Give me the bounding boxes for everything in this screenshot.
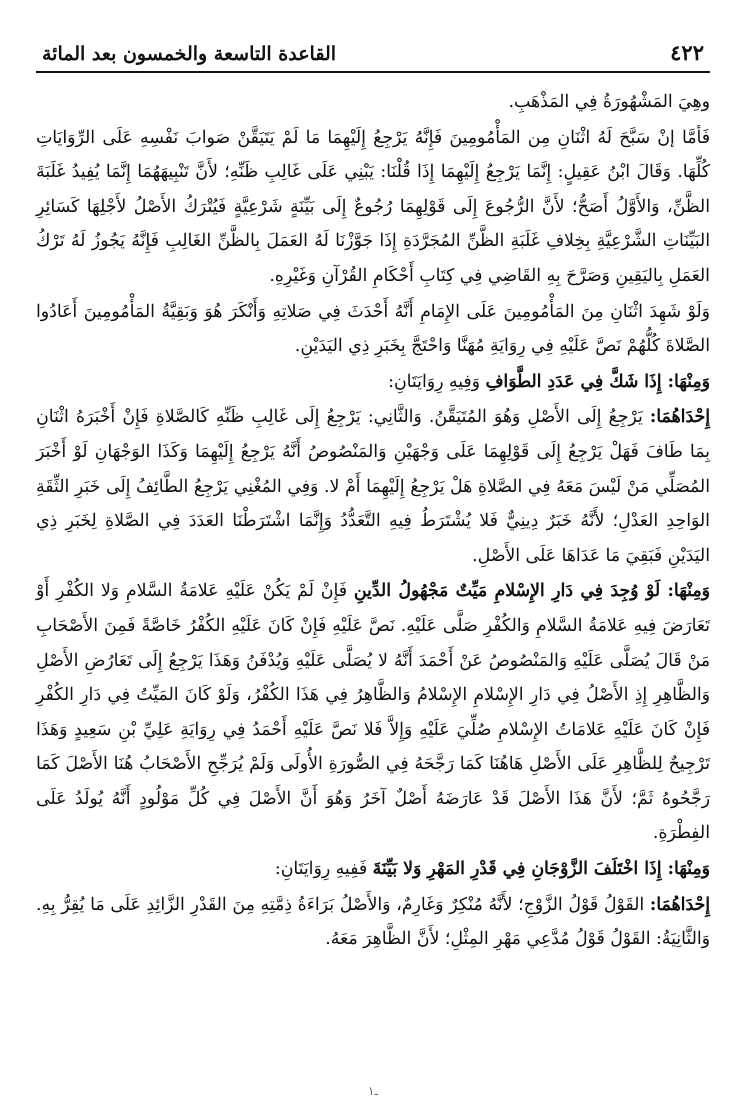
paragraph-lead: وَمِنْهَا: إِذَا اخْتَلَفَ الزَّوْجَانِ فِي قَدْرِ المَهْرِ وَلا بَيِّنَةَ — [372, 859, 710, 880]
paragraph — [36, 121, 710, 294]
paragraph-lead: إِحْدَاهُمَا: — [649, 407, 710, 428]
text-body — [36, 85, 710, 957]
paragraph-text: وهِيَ المَشْهُورَةُ فِي المَذْهَبِ. — [508, 92, 710, 112]
paragraph-text: وَفِيهِ رِوَايَتَانِ: — [388, 371, 486, 392]
page-number: ٤٢٢ — [670, 40, 704, 65]
footer-mark: ـ١ — [368, 1084, 378, 1098]
paragraph-text: القَوْلُ قَوْلُ الزَّوْجِ؛ لأَنَّهُ مُنْكِرٌ وَغَارِمٌ، وَالأَصْلُ بَرَاءَةُ ذِمَّتِهِ مِنَ القَدْرِ الزَّائِدِ عَلَى مَا يُقِرُّ بِهِ. وَالثَّانِيَةُ: القَوْلُ قَوْلُ مُدَّعِي مَهْرِ المِثْلِ؛ لأَنَّ الظَّاهِرَ مَعَهُ. — [36, 894, 710, 950]
running-title: القاعدة التاسعة والخمسون بعد المائة — [42, 43, 337, 65]
paragraph — [36, 574, 710, 851]
paragraph-text: وَلَوْ شَهِدَ اثْنَانِ مِنَ المَأْمُومِينَ عَلَى الإِمَامِ أَنَّهُ أَحْدَثَ فِي صَلاتِهِ وَأَنْكَرَ هُوَ وَبَقِيَّةُ المَأْمُومِينَ أَعَادُوا الصَّلاةَ كُلُّهُمْ نَصَّ عَلَيْهِ فِي رِوَايَةِ مُهَنَّا وَاحْتَجَّ بِخَبَرِ ذِي اليَدَيْنِ. — [36, 301, 710, 357]
paragraph — [36, 888, 710, 957]
paragraph-lead: وَمِنْهَا: لَوْ وُجِدَ فِي دَارِ الإِسْلامِ مَيِّتٌ مَجْهُولُ الدِّينِ — [353, 581, 710, 602]
paragraph — [36, 400, 710, 573]
paragraph-text: فَفِيهِ رِوَايَتَانِ: — [274, 859, 373, 880]
paragraph-lead: وَمِنْهَا: إِذَا شَكَّ فِي عَدَدِ الطَّوَافِ — [485, 371, 710, 392]
paragraph — [36, 295, 710, 364]
paragraph-text: فَإِنْ لَمْ يَكُنْ عَلَيْهِ عَلامَةُ السَّلامِ وَلا الكُفْرِ أَوْ تَعَارَضَ فِيهِ عَلامَةُ السَّلامِ وَالكُفْرِ صَلَّى عَلَيْهِ. نَصَّ عَلَيْهِ فَإِنْ كَانَ عَلَيْهِ الكُفْرُ خَاصَّةً فَمِنَ الأَصْحَابِ مَنْ قَالَ يُصَلَّى عَلَيْهِ وَالمَنْصُوصُ عَنْ أَحْمَدَ أَنَّهُ لا يُصَلَّى عَلَيْهِ وَيُدْفَنُ وَهَذَا يَرْجِعُ إِلَى تَعَارُضِ الأَصْلِ وَالظَّاهِرِ إِذِ الأَصْلُ فِي دَارِ الإِسْلامِ الإِسْلامُ وَالظَّاهِرُ فِي هَذَا الكُفْرُ، وَلَوْ كَانَ المَيِّتُ فِي دَارِ الكُفْرِ فَإِنْ كَانَ عَلَيْهِ عَلامَاتُ الإِسْلامِ صُلِّيَ عَلَيْهِ وَإِلاَّ فَلا نَصَّ عَلَيْهِ أَحْمَدُ فِي رِوَايَةِ عَلِيِّ بْنِ سَعِيدٍ وَهَذَا تَرْجِيحٌ لِلظَّاهِرِ عَلَى الأَصْلِ هَاهُنَا كَمَا رَجَّحَهُ فِي الصُّورَةِ الأُولَى وَلَمْ يُرَجِّحِ الأَصْحَابُ هُنَا الأَصْلَ كَمَا رَجَّحُوهُ ثَمَّ؛ لأَنَّ هَذَا الأَصْلَ قَدْ عَارَضَهُ أَصْلٌ آخَرُ وَهُوَ أَنَّ الأَصْلَ فِي كُلِّ مَوْلُودٍ أَنَّهُ يُولَدُ عَلَى الفِطْرَةِ. — [36, 581, 710, 844]
paragraph — [36, 365, 710, 400]
paragraph — [36, 852, 710, 887]
paragraph-lead: إِحْدَاهُمَا: — [649, 894, 710, 915]
paragraph — [36, 85, 710, 120]
paragraph-text: فَأمَّا إنْ سَبَّحَ لَهُ اثْنَانِ مِن المَأْمُومِينَ فَإِنَّهُ يَرْجِعُ إِلَيْهِمَا مَا لَمْ يَتَيَقَّنْ صَوابَ نَفْسِهِ عَلَى الرِّوَايَاتِ كُلِّهَا. وَقَالَ ابْنُ عَقِيلٍ: إِنَّمَا يَرْجِعُ إِلَيْهِمَا إِذَا قُلْنَا: يَبْنِي عَلَى غَالِبِ ظَنِّهِ؛ لأَنَّ تَنْبِيهَهُمَا إِنَّمَا يُفِيدُ غَلَبَةَ الظَّنِّ، وَالأَوَّلُ أَصَحُّ؛ لأَنَّ الرُّجُوعَ إِلَى قَوْلِهِمَا رُجُوعٌ إِلَى بَيِّنَةٍ شَرْعِيَّةٍ فَيُتْرَكُ الأَصْلُ لأَجْلِهَا كَسَائِرِ البَيِّنَاتِ الشَّرْعِيَّةِ بِخِلافِ غَلَبَةِ الظَّنِّ المُجَرَّدَةِ إِذَا جَوَّزْنَا لَهُ العَمَلَ بِالظَّنِّ الغَالِبِ فَإِنَّهُ يَجُوزُ لَهُ تَرْكُ العَمَلِ بِاليَقِينِ وَصَرَّحَ بِهِ القَاضِي فِي كِتَابِ أَحْكَامِ القُرْآنِ وَغَيْرِهِ. — [36, 127, 710, 286]
page-header — [36, 40, 710, 73]
paragraph-text: يَرْجِعُ إِلَى الأَصْلِ وَهُوَ المُتَيَقَّنُ. وَالثَّانِي: يَرْجِعُ إِلَى غَالِبِ ظَنِّهِ كَالصَّلاةِ فَإِنْ أَخْبَرَهُ اثْنَانِ بِمَا طَافَ فَهَلْ يَرْجِعُ إِلَى قَوْلِهِمَا عَلَى وَجْهَيْنِ وَالمَنْصُوصُ أَنَّهُ يَرْجِعُ إِلَيْهِمَا وَكَذَا الوَجْهَانِ لَوْ أَخْبَرَ المُصَلِّي مَنْ لَيْسَ مَعَهُ فِي الصَّلاةِ هَلْ يَرْجِعُ إِلَيْهِمَا أَمْ لا. وَفِي المُغْنِي يَرْجِعُ الطَّائِفُ إِلَى خَبَرِ الثِّقَةِ الوَاحِدِ العَدْلِ؛ لأَنَّهُ خَبَرٌ دِينِيٌّ فَلا يُشْتَرَطُ فِيهِ التَّعَدُّدُ وَإِنَّمَا اشْتَرَطْنَا العَدَدَ فِي الصَّلاةِ لِخَبَرِ ذِي اليَدَيْنِ فَبَقِيَ مَا عَدَاهَا عَلَى الأَصْلِ. — [36, 407, 710, 566]
